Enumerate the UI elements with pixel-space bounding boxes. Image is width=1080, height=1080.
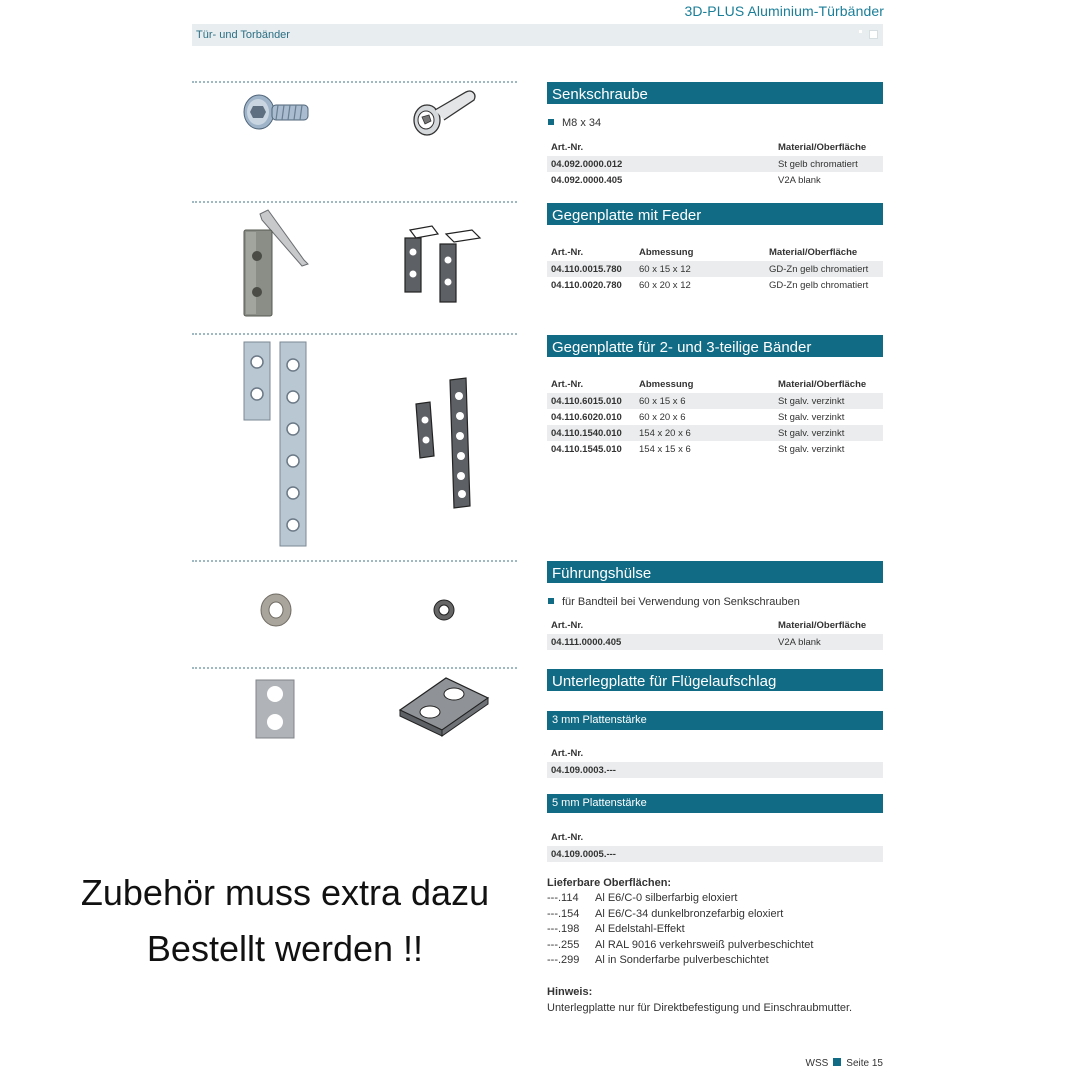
table-row bbox=[547, 441, 883, 457]
surface-text: Al RAL 9016 verkehrsweiß pulverbeschichtet bbox=[595, 938, 814, 951]
column-header: Art.-Nr. bbox=[551, 247, 584, 258]
article-number: 04.110.6020.010 bbox=[551, 412, 622, 423]
column-header: Art.-Nr. bbox=[551, 620, 584, 631]
article-number: 04.110.6015.010 bbox=[551, 396, 622, 407]
guide-sleeve-illustration bbox=[258, 592, 294, 628]
list-item bbox=[547, 923, 813, 939]
table-row bbox=[547, 634, 883, 650]
hint-title: Hinweis: bbox=[547, 986, 593, 998]
bullet-text: M8 x 34 bbox=[562, 117, 602, 129]
material-cell: St galv. verzinkt bbox=[778, 396, 845, 407]
article-number: 04.110.0015.780 bbox=[551, 264, 622, 275]
overlay-annotation-line: Zubehör muss extra dazu bbox=[80, 872, 490, 913]
material-cell: GD-Zn gelb chromatiert bbox=[769, 280, 869, 291]
column-header: Material/Oberfläche bbox=[778, 620, 867, 631]
surface-code: ---.299 bbox=[547, 954, 580, 966]
header-dot-marker bbox=[859, 30, 862, 33]
table-row bbox=[547, 393, 883, 409]
surface-code: ---.114 bbox=[547, 892, 579, 904]
surface-code: ---.154 bbox=[547, 907, 580, 920]
dimension-cell: 60 x 15 x 12 bbox=[639, 264, 691, 275]
material-cell: St galv. verzinkt bbox=[778, 412, 845, 423]
table-row bbox=[547, 846, 883, 862]
product-table bbox=[547, 617, 883, 650]
washer-plate-drawing bbox=[396, 674, 492, 736]
table-header bbox=[547, 745, 883, 762]
column-header: Material/Oberfläche bbox=[769, 247, 858, 258]
product-title-bar: Gegenplatte mit Feder bbox=[547, 203, 883, 225]
page-number: Seite 15 bbox=[846, 1058, 883, 1069]
header-square-marker bbox=[869, 30, 878, 39]
material-cell: St gelb chromatiert bbox=[778, 159, 858, 170]
overlay-annotation-line: Bestellt werden !! bbox=[146, 928, 424, 969]
section-header-bar bbox=[192, 24, 883, 46]
article-number: 04.110.1545.010 bbox=[551, 444, 622, 455]
product-table bbox=[547, 745, 883, 778]
table-header bbox=[547, 244, 883, 261]
table-row bbox=[547, 261, 883, 277]
surface-text: Al in Sonderfarbe pulverbeschichtet bbox=[595, 954, 769, 966]
separator-line bbox=[192, 81, 517, 83]
counter-plate-2-3-part-illustration bbox=[240, 340, 310, 550]
column-header: Abmessung bbox=[639, 247, 694, 258]
table-header bbox=[547, 139, 883, 156]
list-item bbox=[547, 939, 813, 955]
surface-text: Al Edelstahl-Effekt bbox=[595, 923, 685, 935]
footer-square-icon bbox=[833, 1058, 841, 1066]
washer-plate-illustration bbox=[254, 678, 298, 742]
article-number: 04.109.0005.--- bbox=[551, 849, 616, 860]
article-number: 04.092.0000.012 bbox=[551, 159, 623, 170]
table-header bbox=[547, 617, 883, 634]
article-number: 04.110.0020.780 bbox=[551, 280, 622, 291]
list-item bbox=[547, 954, 813, 970]
screw-drawing-illustration bbox=[410, 86, 480, 138]
surfaces-list bbox=[547, 892, 813, 970]
product-table bbox=[547, 376, 883, 457]
product-table bbox=[547, 139, 883, 188]
separator-line bbox=[192, 560, 517, 562]
surface-text: Al E6/C-0 silberfarbig eloxiert bbox=[595, 892, 738, 904]
screw-side-illustration bbox=[240, 93, 312, 133]
column-header: Material/Oberfläche bbox=[778, 379, 867, 390]
dimension-cell: 154 x 15 x 6 bbox=[639, 444, 691, 455]
product-title-bar: Senkschraube bbox=[547, 82, 883, 104]
dimension-cell: 60 x 20 x 6 bbox=[639, 412, 686, 423]
table-row bbox=[547, 762, 883, 778]
separator-line bbox=[192, 333, 517, 335]
product-table bbox=[547, 244, 883, 293]
column-header: Material/Oberfläche bbox=[778, 142, 867, 153]
counter-plate-spring-illustration bbox=[240, 208, 312, 318]
product-title-bar: Gegenplatte für 2- und 3-teilige Bänder bbox=[547, 335, 883, 357]
bullet-square-icon bbox=[548, 119, 554, 125]
separator-line bbox=[192, 201, 517, 203]
article-number: 04.109.0003.--- bbox=[551, 765, 616, 776]
section-label: Tür- und Torbänder bbox=[196, 29, 290, 41]
separator-line bbox=[192, 667, 517, 669]
list-item bbox=[547, 892, 813, 908]
bullet-square-icon bbox=[548, 598, 554, 604]
material-cell: V2A blank bbox=[778, 175, 821, 186]
article-number: 04.110.1540.010 bbox=[551, 428, 622, 439]
footer-brand: WSS bbox=[805, 1058, 829, 1069]
table-row bbox=[547, 277, 883, 293]
column-header: Art.-Nr. bbox=[551, 832, 584, 843]
surfaces-title: Lieferbare Oberflächen: bbox=[547, 877, 672, 889]
column-header: Art.-Nr. bbox=[551, 142, 584, 153]
product-title-bar: Unterlegplatte für Flügelaufschlag bbox=[547, 669, 883, 691]
product-bullet bbox=[548, 117, 601, 129]
column-header: Art.-Nr. bbox=[551, 379, 584, 390]
bullet-text: für Bandteil bei Verwendung von Senkschrauben bbox=[562, 596, 800, 608]
hint-text: Unterlegplatte nur für Direktbefestigung und Einschraubmutter. bbox=[547, 1002, 853, 1014]
dimension-cell: 60 x 15 x 6 bbox=[639, 396, 686, 407]
surface-text: Al E6/C-34 dunkelbronzefarbig eloxiert bbox=[595, 907, 784, 920]
variant-title-bar: 3 mm Plattenstärke bbox=[547, 711, 883, 730]
table-header bbox=[547, 829, 883, 846]
article-number: 04.092.0000.405 bbox=[551, 175, 623, 186]
counter-plate-spring-drawing bbox=[402, 222, 488, 306]
dimension-cell: 60 x 20 x 12 bbox=[639, 280, 691, 291]
table-row bbox=[547, 156, 883, 172]
column-header: Art.-Nr. bbox=[551, 748, 584, 759]
list-item bbox=[547, 908, 813, 924]
product-table bbox=[547, 829, 883, 862]
page-footer bbox=[806, 1058, 883, 1069]
counter-plate-2-3-part-drawing bbox=[412, 376, 478, 512]
column-header: Abmessung bbox=[639, 379, 694, 390]
material-cell: GD-Zn gelb chromatiert bbox=[769, 264, 869, 275]
table-row bbox=[547, 425, 883, 441]
surface-code: ---.255 bbox=[547, 938, 580, 951]
document-title: 3D-PLUS Aluminium-Türbänder bbox=[684, 3, 884, 19]
dimension-cell: 154 x 20 x 6 bbox=[639, 428, 691, 439]
article-number: 04.111.0000.405 bbox=[551, 637, 622, 648]
table-row bbox=[547, 409, 883, 425]
material-cell: V2A blank bbox=[778, 637, 821, 648]
surface-code: ---.198 bbox=[547, 923, 580, 935]
material-cell: St galv. verzinkt bbox=[778, 428, 845, 439]
table-header bbox=[547, 376, 883, 393]
variant-title-bar: 5 mm Plattenstärke bbox=[547, 794, 883, 813]
table-row bbox=[547, 172, 883, 188]
product-title-bar: Führungshülse bbox=[547, 561, 883, 583]
product-bullet bbox=[548, 596, 800, 608]
material-cell: St galv. verzinkt bbox=[778, 444, 845, 455]
guide-sleeve-drawing bbox=[432, 598, 456, 622]
